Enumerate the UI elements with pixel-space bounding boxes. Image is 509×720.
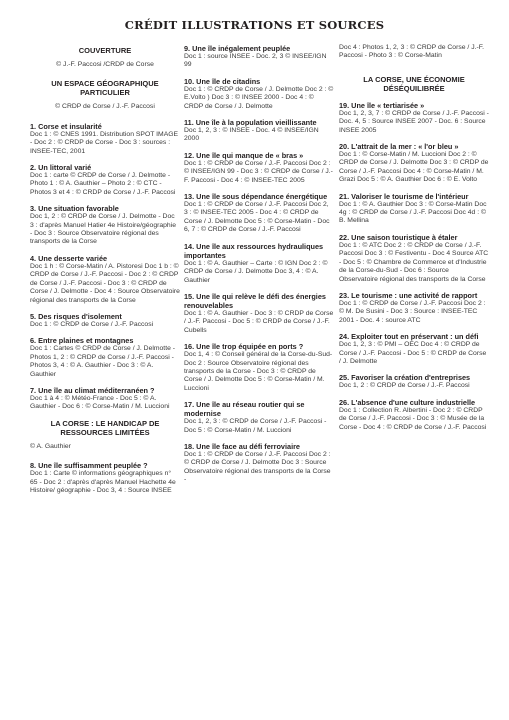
entry-title: 6. Entre plaines et montagnes <box>30 336 134 346</box>
entry-title: 3. Une situation favorable <box>30 204 119 214</box>
credit-entry <box>184 151 334 185</box>
entry-title: 13. Une île sous dépendance énergétique <box>184 192 328 202</box>
credit-entry <box>30 386 180 412</box>
entry-credits: Doc 1 : © Corse-Matin / M. Luccioni Doc 2 : © CRDP de Corse / J. Delmotte Doc 3 : © CRDP de Corse / J.-F. Paccosi Doc 4 : © Corse-Matin / M. Grazi Doc 5 : © A. Gauthier Doc 6 : © E. Volto <box>339 151 489 184</box>
entry-credits: Doc 1, 2, 3, 7 : © CRDP de Corse / J.-F. Paccosi - Doc. 4, 5 : Source INSEE 2007 - Doc. 6 : Source INSEE 2005 <box>339 109 489 134</box>
entry-credits: Doc 1 : Collection R. Albertini - Doc 2 : © CRDP de Corse / J.-F. Paccosi - Doc 3 : © Musée de la Corse - Doc 4 : © CRDP de Corse / J.-F. Paccosi <box>339 406 487 431</box>
entry-credits: Doc 1 : © CRDP de Corse / J.-F. Paccosi Doc 2 : © CRDP de Corse / J. Delmotte Doc 3 : Source Observatoire régional des transports de la Corse - <box>184 450 331 484</box>
entry-credits: Doc 1 : © CRDP de Corse / J.-F. Paccosi <box>30 320 154 328</box>
section-heading-espace-geographique: UN ESPACE GÉOGRAPHIQUE PARTICULIER <box>51 79 159 98</box>
entry-credits: Doc 1 h : © Corse-Matin / A. Pistoresi Doc 1 b : © CRDP de Corse / J.-F. Paccosi - Doc 2 : © CRDP de Corse / J.-F. Paccosi - Doc 3 : © CRDP de Corse / J. Delmotte - Doc 4 : Source Observatoire régional des transports de la Corse <box>30 262 180 304</box>
entry-title: 19. Une île « tertiarisée » <box>339 100 425 110</box>
entry-title: 20. L'attrait de la mer : « l'or bleu » <box>339 142 459 152</box>
entry-credits: Doc 1, 2, 3 : © CRDP de Corse / J.-F. Paccosi - Doc 5 : © Corse-Matin / M. Luccioni <box>184 418 327 434</box>
credit-entry <box>339 373 489 390</box>
entry-title: 12. Une île qui manque de « bras » <box>184 150 304 160</box>
section-credit-espace-geographique: © CRDP de Corse / J.-F. Paccosi <box>55 103 155 111</box>
entry-credits: Doc 1 à 4 : © Météo-France - Doc 5 : © A. Gauthier - Doc 6 : © Corse-Matin / M. Luccioni <box>30 394 170 411</box>
credit-entry <box>184 118 334 144</box>
entry-title: 23. Le tourisme : une activité de rapport <box>339 290 478 300</box>
entry-credits: Doc 1 : © CRDP de Corse / J.-F. Paccosi Doc 2 : © INSEE/IGN 99 - Doc 3 : © CRDP de Corse / J.-F. Paccosi - Doc 4 : © INSEE-TEC 2005 <box>184 159 333 184</box>
entry-title: 16. Une île trop équipée en ports ? <box>184 342 304 352</box>
column-1 <box>30 44 180 502</box>
credit-entry <box>30 254 180 305</box>
entry-credits: Doc 1, 2, 3 : © INSEE - Doc. 4 © INSEE/IGN 2000 <box>184 127 319 143</box>
credit-entry <box>184 442 334 485</box>
entry-title: 14. Une île aux ressources hydrauliques importantes <box>184 241 324 260</box>
entry-title: 8. Une île suffisamment peuplée ? <box>30 461 148 471</box>
entry-credits: Doc 1, 2 : © CRDP de Corse / J. Delmotte - Doc 3 : d'après Manuel Hatier 4e Histoire/géographie - Doc 3 : Source Observatoire régional des transports de la Corse <box>30 213 177 246</box>
entry-title: 22. Une saison touristique à étaler <box>339 232 458 242</box>
section-heading-couverture: COUVERTURE <box>78 46 132 55</box>
credit-entry <box>184 400 334 435</box>
entry-title: 24. Exploiter tout en préservant : un défi <box>339 332 479 342</box>
entry-title: 21. Valoriser le tourisme de l'intérieur <box>339 191 469 201</box>
entry-credits: Doc 1 : © CNES 1991. Distribution SPOT IMAGE - Doc 2 : © CRDP de Corse - Doc 3 : sources : INSEE-TEC, 2001 <box>30 130 179 155</box>
entry-credits: Doc 1, 2 : © CRDP de Corse / J.-F. Paccosi <box>339 382 470 390</box>
credit-entry <box>30 461 180 495</box>
entry-credits: Doc 1 : © CRDP de Corse / J. Delmotte Doc 2 : © E.Volto ) Doc 3 : © INSEE 2000 - Doc 4 : © CRDP de Corse / J. Delmotte <box>184 85 334 110</box>
credit-entry <box>339 332 489 366</box>
entry-title: 15. Une île qui relève le défi des énergies renouvelables <box>184 291 326 310</box>
column-3 <box>339 44 489 439</box>
entry-title: 1. Corse et insularité <box>30 121 102 131</box>
page-title: CRÉDIT ILLUSTRATIONS ET SOURCES <box>124 18 385 32</box>
entry-title: 18. Une île face au défi ferroviaire <box>184 441 300 451</box>
credit-entry <box>339 291 489 325</box>
entry-title: 4. Une desserte variée <box>30 253 108 263</box>
entry-credits: Doc 1 : carte © CRDP de Corse / J. Delmotte - Photo 1 : © A. Gauthier – Photo 2 : © CTC - Photos 3 et 4 : © CRDP de Corse / J.-F. Paccosi <box>30 172 176 196</box>
section-heading-economie: LA CORSE, UNE ÉCONOMIE DÉSÉQUILIBRÉE <box>363 74 465 93</box>
credit-entry <box>184 192 334 235</box>
section-heading-handicap: LA CORSE : LE HANDICAP DE RESSOURCES LIMITÉES <box>50 418 160 437</box>
credit-entry <box>30 122 180 156</box>
credit-entry <box>30 312 180 329</box>
credit-entry <box>339 101 489 135</box>
entry-title: 26. L'absence d'une culture industrielle <box>339 397 476 407</box>
entry-credits: Doc 1 : © A. Gauthier – Carte : © IGN Doc 2 : © CRDP de Corse / J. Delmotte Doc 3, 4 : © A. Gauthier <box>184 259 328 284</box>
credit-entry <box>30 204 180 247</box>
entry-credits: Doc 1 : © A. Gauthier Doc 3 : © Corse-Matin Doc 4g : © CRDP de Corse / J.-F. Paccosi Doc 4d : © B. Mellina <box>339 200 487 225</box>
entry-credits: Doc 1, 4 : © Conseil général de la Corse-du-Sud- Doc 2 : Source Observatoire régional des transports de la Corse - Doc 3 : © CRDP de Corse / J. Delmotte Doc 5 : © Corse-Matin / M. Luccioni <box>184 351 333 392</box>
credit-entry <box>339 398 489 432</box>
entry-title: 10. Une île de citadins <box>184 76 261 86</box>
column-2 <box>184 44 334 492</box>
credit-entry <box>339 192 489 226</box>
entry-credits: Doc 1 : © CRDP de Corse / J.-F. Paccosi Doc 2 : © M. De Susini - Doc 3 : Source : INSEE-TEC 2001 - Doc. 4 : source ATC <box>339 299 486 324</box>
entry-credits: Doc 1 : source INSEE - Doc. 2, 3 © INSEE/IGN 99 <box>184 53 327 69</box>
entry-title: 7. Une île au climat méditerranéen ? <box>30 385 155 395</box>
credit-entry <box>339 142 489 185</box>
section-credit-couverture: © J.-F. Paccosi /CRDP de Corse <box>56 61 154 68</box>
entry-title: 17. Une île au réseau routier qui se modernise <box>184 400 305 419</box>
credit-entry <box>184 77 334 111</box>
entry-title: 25. Favoriser la création d'entreprises <box>339 373 471 383</box>
entry-title: 2. Un littoral varié <box>30 163 92 173</box>
credit-entry <box>30 163 180 197</box>
entry-credits: Doc 1 : © CRDP de Corse / J.-F. Paccosi Doc 2, 3 : © INSEE-TEC 2005 - Doc 4 : © CRDP de Corse / J. Delmotte Doc 5 : © Corse-Matin - Doc 6, 7 : © CRDP de Corse / J.-F. Paccosi <box>184 201 330 234</box>
credit-entry <box>184 342 334 393</box>
credit-entry <box>184 44 334 70</box>
credit-entry <box>184 292 334 335</box>
entry-title: 5. Des risques d'isolement <box>30 311 122 321</box>
entry-credits: Doc 1 : © A. Gauthier - Doc 3 : © CRDP de Corse / J.-F. Paccosi - Doc 5 : © CRDP de Corse / J.-F. Cubells <box>184 309 334 334</box>
entry-credits: Doc 1 : Carte © informations géographiques n° 65 - Doc 2 : d'après d'après Manuel Hachette 4e Histoire/ géographie - Doc 3, 4 : Source INSEE <box>30 470 176 494</box>
section-credit-handicap: © A. Gauthier <box>30 442 71 450</box>
credit-entry <box>339 233 489 284</box>
credit-entry <box>184 242 334 285</box>
entry-credits: Doc 1 : Cartes © CRDP de Corse / J. Delmotte - Photos 1, 2 : © CRDP de Corse / J.-F. Paccosi - Photos 3, 4 : © A. Gauthier - Doc 3 : © A. Gauthier <box>30 345 176 378</box>
continuation-credits: Doc 4 : Photos 1, 2, 3 : © CRDP de Corse / J.-F. Paccosi - Photo 3 : © Corse-Matin <box>339 44 485 60</box>
entry-title: 9. Une île inégalement peuplée <box>184 44 291 53</box>
entry-credits: Doc 1 : © ATC Doc 2 : © CRDP de Corse / J.-F. Paccosi Doc 3 : © Festiventu - Doc 4 Source ATC - Doc 5 : © Chambre de Commerce et d'Industrie de la Corse-du-Sud - Doc 6 : Source Observatoire régional des transports de la Corse <box>339 241 489 283</box>
entry-title: 11. Une île à la population vieillissante <box>184 118 317 128</box>
entry-credits: Doc 1, 2, 3 : © PMI – OEC Doc 4 : © CRDP de Corse / J.-F. Paccosi - Doc 5 : © CRDP de Corse / J. Delmotte <box>339 341 487 365</box>
credit-entry <box>30 336 180 379</box>
